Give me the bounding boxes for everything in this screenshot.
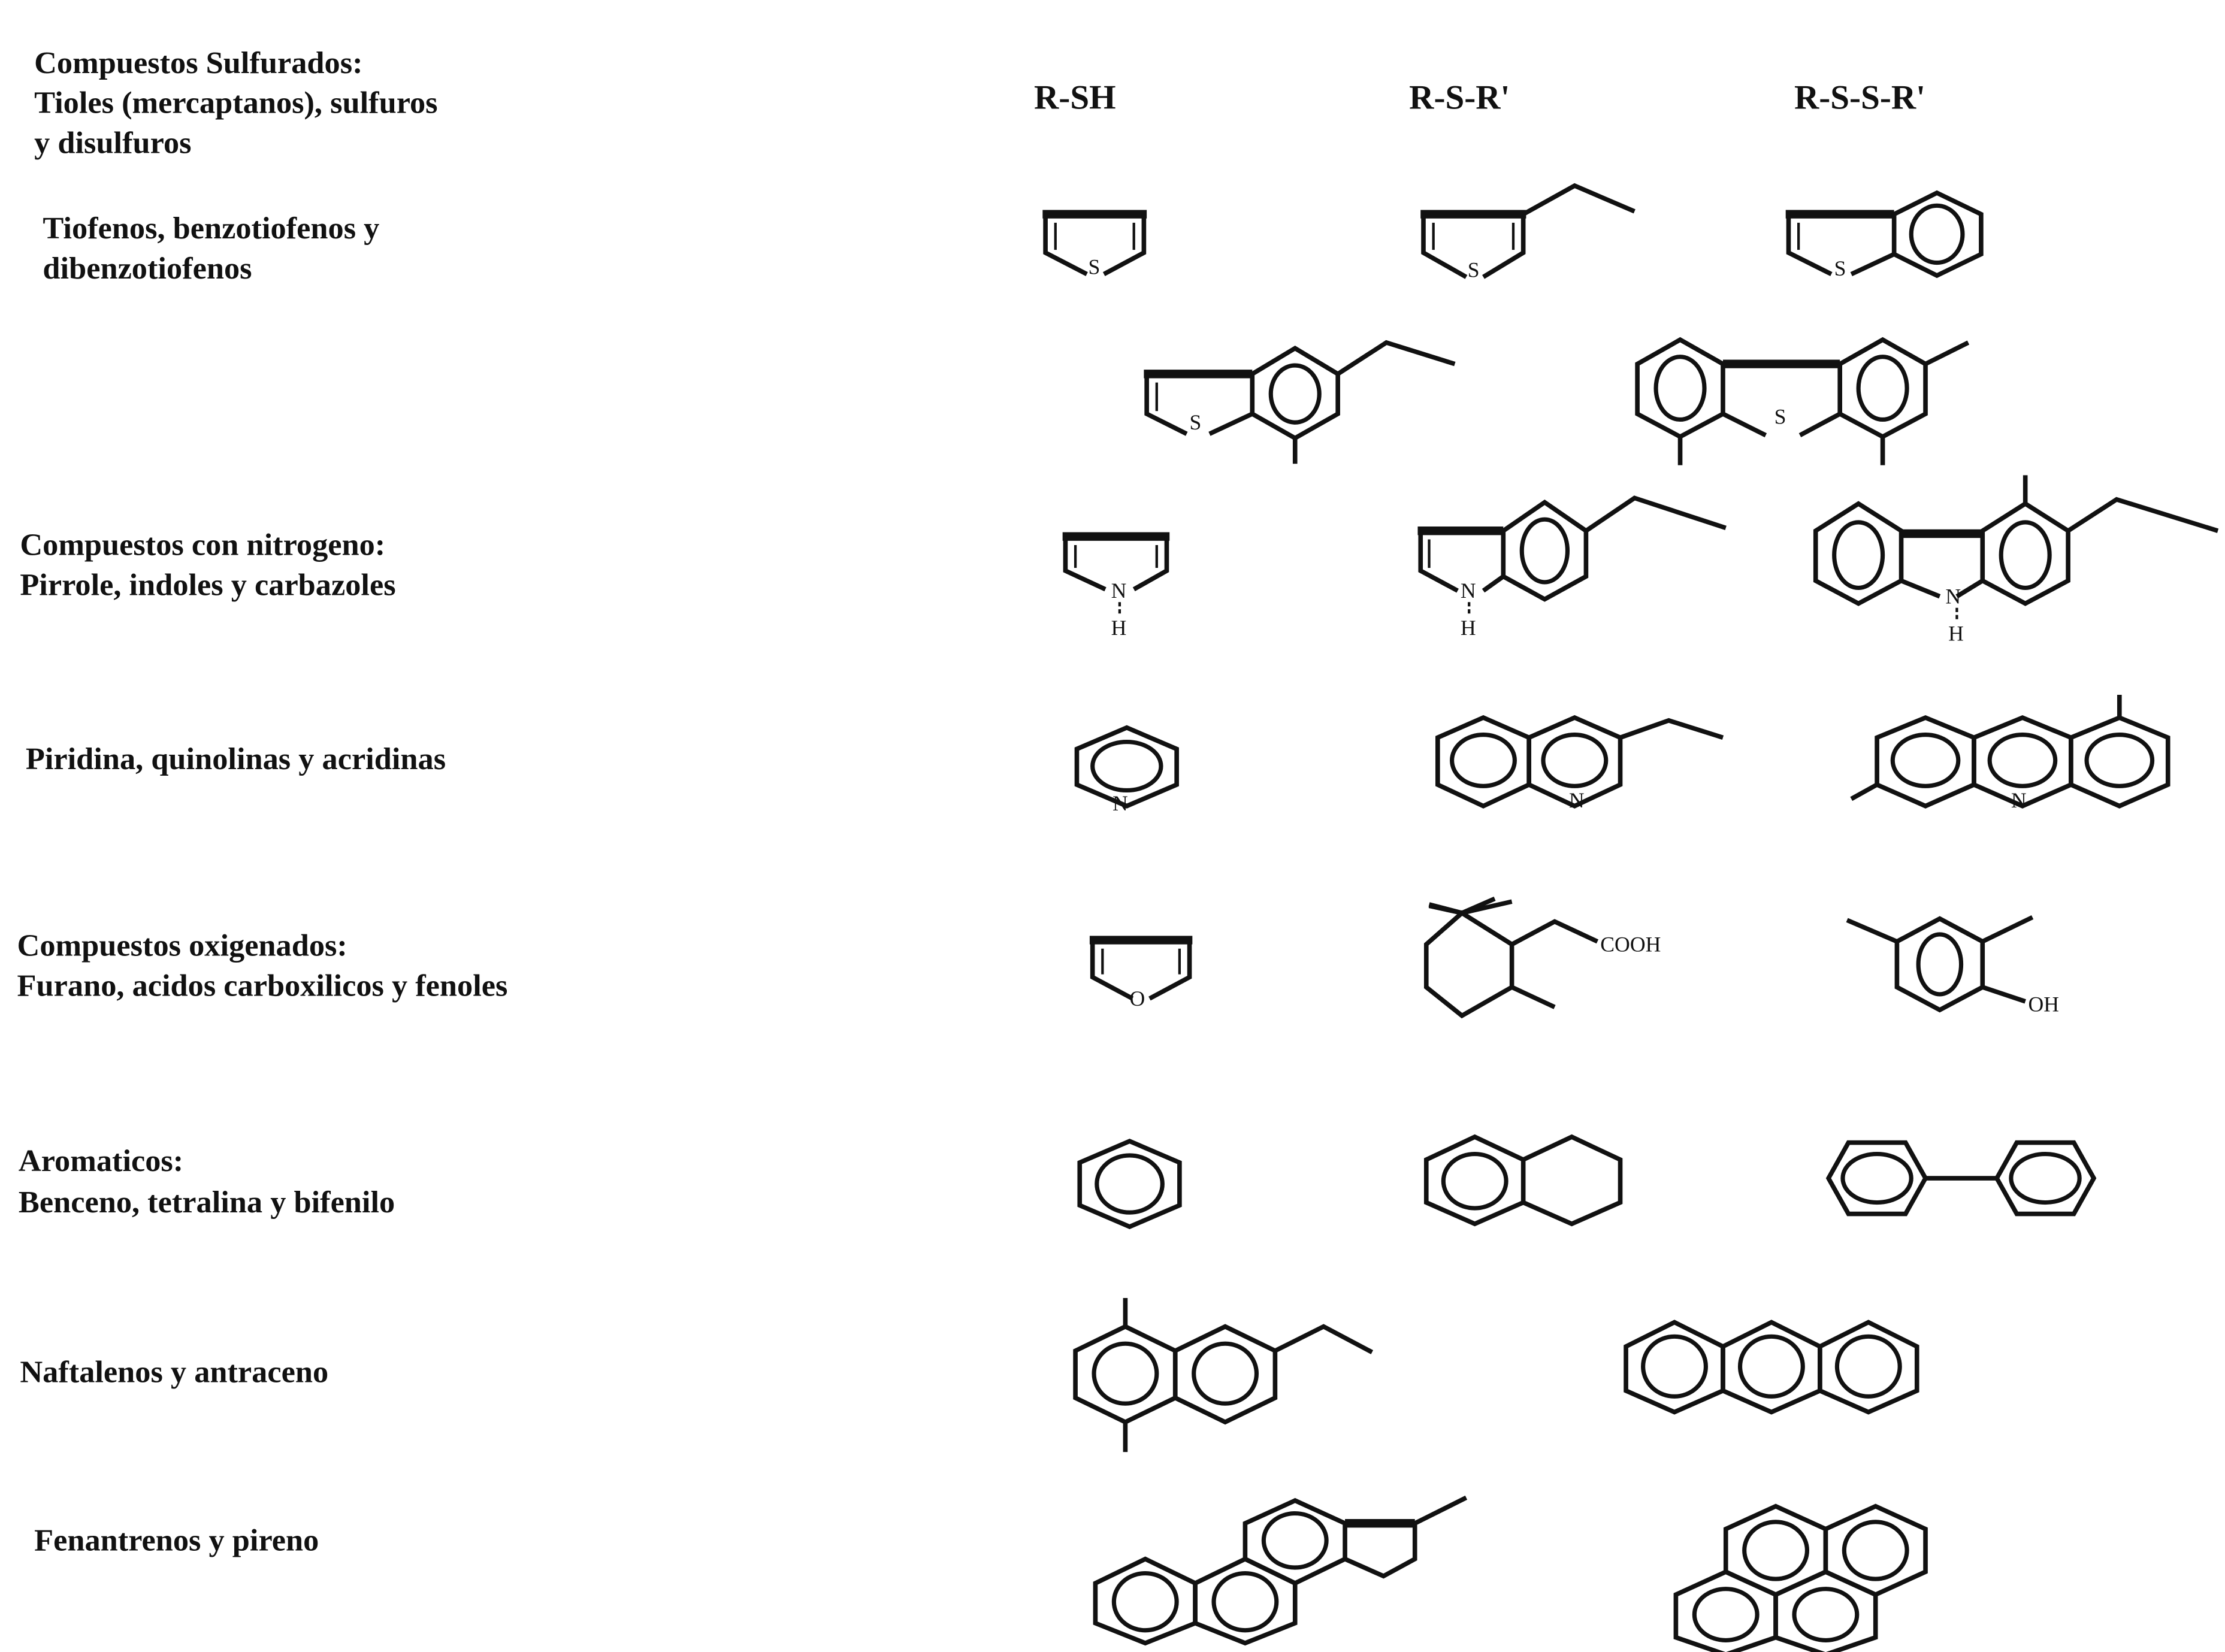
biphenyl-structure — [1828, 1143, 2094, 1214]
cyclopenta-phenanthrene-structure — [1095, 1497, 1466, 1643]
label-sulfur-line1: Compuestos Sulfurados: — [34, 45, 363, 80]
ethyl-methyl-benzothiophene-structure — [1144, 343, 1455, 464]
formula-sulfide: R-S-R' — [1409, 78, 1510, 117]
atom-o: O — [1129, 986, 1145, 1010]
atom-h: H — [1460, 615, 1476, 640]
atom-n: N — [1111, 579, 1127, 603]
label-aromatics-line2: Benceno, tetralina y bifenilo — [18, 1185, 395, 1220]
carboxylic-acid-structure — [1426, 898, 1661, 1015]
atom-n: N — [1460, 579, 1476, 603]
atom-n: N — [1112, 791, 1128, 815]
label-oxygen-line2: Furano, acidos carboxilicos y fenoles — [17, 968, 508, 1003]
pyrene-structure — [1676, 1506, 1925, 1652]
atom-s: S — [1834, 256, 1846, 281]
naphthalene-structure — [1075, 1298, 1372, 1452]
thiophene-structure — [1042, 214, 1147, 279]
atom-h: H — [1111, 615, 1127, 640]
pyrrole-structure — [1063, 537, 1170, 640]
atom-s: S — [1467, 258, 1480, 282]
label-oxygen-line1: Compuestos oxigenados: — [17, 928, 347, 963]
indole-structure — [1417, 498, 1725, 640]
acridine-structure — [1851, 695, 2168, 812]
sulfur-formulas — [1034, 78, 1925, 116]
quinoline-structure — [1438, 718, 1723, 812]
atom-oh: OH — [2028, 992, 2060, 1016]
phenol-structure — [1847, 917, 2059, 1016]
atom-s: S — [1088, 255, 1101, 279]
atom-n: N — [1568, 788, 1585, 813]
label-aromatics-line1: Aromaticos: — [18, 1143, 184, 1179]
furan-structure — [1090, 940, 1192, 1010]
label-thiophenes-line1: Tiofenos, benzotiofenos y — [43, 211, 380, 246]
label-pyridines: Piridina, quinolinas y acridinas — [25, 741, 446, 776]
atom-n: N — [1945, 584, 1961, 609]
dimethyl-dibenzothiophene-structure — [1637, 340, 1968, 465]
label-nitrogen-line1: Compuestos con nitrogeno: — [20, 527, 386, 562]
atom-s: S — [1189, 410, 1202, 435]
anthracene-structure — [1626, 1323, 1917, 1412]
benzene-structure — [1080, 1141, 1180, 1227]
label-naphthalenes: Naftalenos y antraceno — [20, 1354, 329, 1390]
label-nitrogen-line2: Pirrole, indoles y carbazoles — [20, 567, 396, 603]
row-labels — [17, 46, 508, 1557]
tetralin-structure — [1426, 1137, 1621, 1224]
formula-thiol: R-SH — [1034, 78, 1116, 117]
benzothiophene-structure — [1786, 193, 1981, 280]
atom-s: S — [1774, 404, 1786, 429]
label-phenanthrenes: Fenantrenos y pireno — [34, 1523, 319, 1558]
ethylthiophene-structure — [1420, 186, 1634, 282]
atom-h: H — [1948, 621, 1964, 646]
label-sulfur-line3: y disulfuros — [34, 125, 192, 161]
pyridine-structure — [1077, 728, 1177, 815]
label-thiophenes-line2: dibenzotiofenos — [43, 250, 252, 286]
atom-cooh: COOH — [1600, 932, 1661, 957]
label-sulfur-line2: Tioles (mercaptanos), sulfuros — [34, 85, 438, 120]
atom-n: N — [2011, 788, 2027, 813]
formula-disulfide: R-S-S-R' — [1794, 78, 1926, 117]
carbazole-structure — [1816, 475, 2218, 645]
